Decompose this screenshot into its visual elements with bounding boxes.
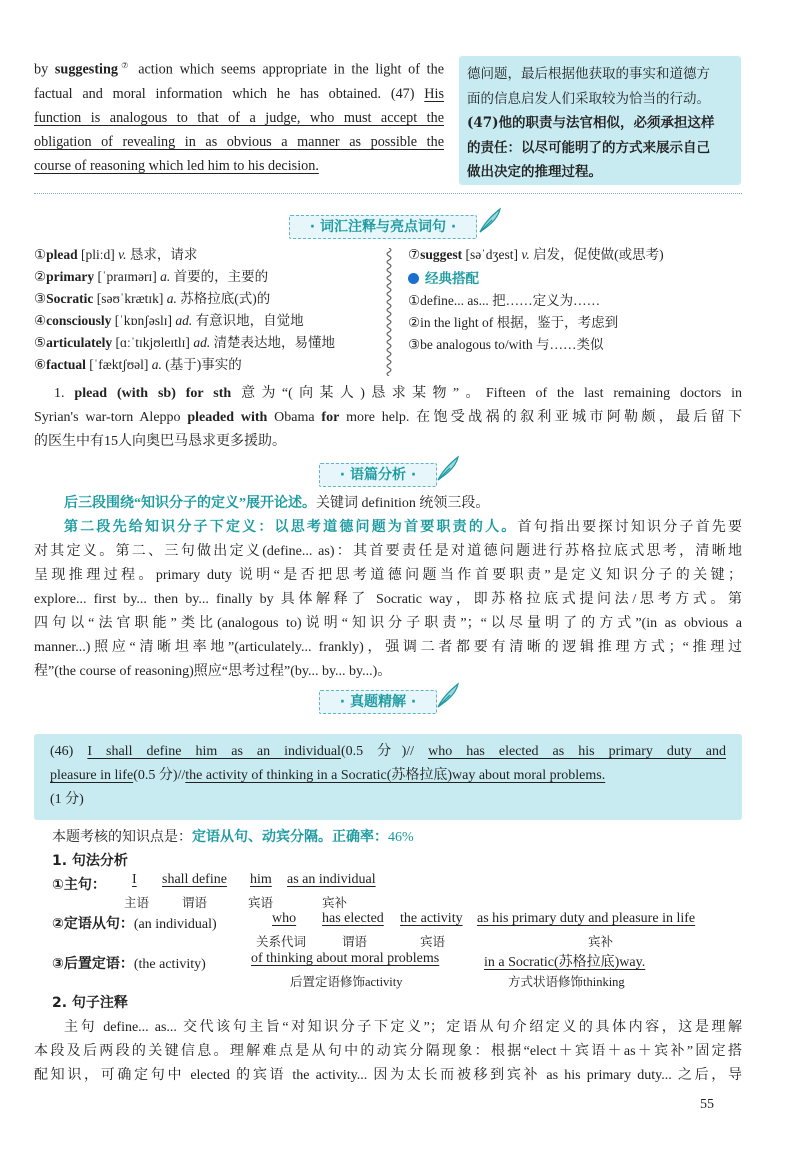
post-attr-label: ③后置定语：(the activity) (52, 956, 206, 972)
suggesting-word: suggesting (54, 61, 118, 78)
vocab-list-right (408, 244, 742, 356)
attr-predicate-role: 谓语 (342, 935, 368, 949)
translation-line-1: 德问题，最后根据他获取的事实和道德方 (467, 66, 710, 82)
translation-line-2: 面的信息启发人们采取较为恰当的行动。 (467, 90, 710, 107)
collocation-item: ③be analogous to/with 与……类似 (408, 337, 604, 352)
discourse-analysis: 后三段围绕“知识分子的定义”展开论述。关键词 definition 统领三段。 第二段先给知识分子下定义：以思考道德问题为首要职责的人。首句指出要探讨知识分子首先要 对其定义。第二、三句做出定义(define... as)：其首要责任是对道德问题进行苏格拉底式思考，清晰地 呈现推理过程。primary duty 说明“是否把思考道德问题当作首要职责”是定义知识分子的关键； explore... first by... then by... finally by 具体解释了 Socratic way，即苏格拉底式提问法/思考方式。第 四句以“法官职能”类比(analogous to)说明“知识分子职责”；“以尽量明了的方式”(in as obvious a manner...)照应“清晰坦率地”(articulately... frankly)，强调二者都要有清晰的逻辑推理方式；“推理过 程”(the course of reasoning)照应“思考过程”(by... by... by...)。 (34, 496, 743, 679)
page-number: 55 (700, 1097, 714, 1112)
passage-line-4: obligation of revealing in as obvious a manner as possible the (34, 133, 444, 150)
collocation-item: ①define... as... 把……定义为…… (408, 293, 601, 308)
main-complement-role: 宾补 (322, 896, 348, 910)
vocab-item: ④consciously [ˈkɒnʃəslɪ] ad. 有意识地，自觉地 (34, 313, 304, 328)
passage-excerpt (34, 54, 444, 178)
passage-line-3: function is analogous to that of a judge, who must accept the (34, 109, 444, 126)
main-subject-role: 主语 (124, 896, 150, 910)
vocab-item: ⑤articulately [ɑːˈtɪkjʊleɪtlɪ] ad. 清楚表达地，易懂地 (34, 335, 336, 350)
sentence-notes: 主句 define... as... 交代该句主旨“对知识分子下定义”；定语从句介绍定义的具体内容，这是理解 本段及后两段的关键信息。理解难点是从句中的动宾分隔现象：根据“elect＋宾语＋as＋宾补”固定搭 配知识，可确定句中 elected 的宾语 the activity... 因为太长而被移到宾补 as his primary duty... 之后，导 (34, 1020, 742, 1083)
adverbial-role: 方式状语修饰thinking (508, 975, 625, 989)
collocation-title-row: 经典搭配 (408, 268, 742, 290)
main-subject: I (132, 872, 137, 887)
attr-clause-label: ②定语从句：(an individual) (52, 916, 217, 932)
divider (34, 193, 742, 194)
plead-note: 1. plead (with sb) for sth 意为“(向某人)恳求某物”。Fifteen of the last remaining doctors in Syrian's war-torn Aleppo pleaded with Obama for more help. 在饱受战祸的叙利亚城市阿勒颇，最后留下 的医生中有15人向奥巴马恳求更多援助。 (34, 386, 743, 449)
quill-icon (434, 454, 462, 482)
vocab-section-header: · 词汇注释与亮点词句 · (289, 215, 477, 239)
main-object: him (250, 872, 272, 887)
attr-object-role: 宾语 (420, 935, 446, 949)
post-attr-role: 后置定语修饰activity (290, 975, 403, 989)
attr-predicate: has elected (322, 911, 384, 926)
main-predicate-role: 谓语 (182, 896, 208, 910)
vocab-list-left (34, 244, 384, 376)
question-sentence-box: (46) I shall define him as an individual(0.5 分)// who has elected as his primary duty and pleasure in life(0.5 分)//the activity of thinking in a Socratic(苏格拉底)way about moral problems. (1 分) (34, 734, 742, 820)
main-clause-label: ①主句： (52, 877, 106, 893)
quill-icon (434, 681, 462, 709)
attr-clause-breakdown (0, 911, 800, 951)
vocab-item: ③Socratic [səʊˈkrætɪk] a. 苏格拉底(式)的 (34, 291, 271, 306)
adverbial-phrase: in a Socratic(苏格拉底)way. (484, 955, 646, 970)
translation-line-5: 做出决定的推理过程。 (467, 164, 602, 180)
column-divider (384, 248, 394, 376)
section-syntax-title: 1. 句法分析 (52, 853, 128, 869)
attr-relative: who (272, 911, 297, 926)
vocab-item: ⑥factual [ˈfæktʃʊəl] a. (基于)事实的 (34, 357, 242, 372)
knowledge-points: 本题考核的知识点是：定语从句、动宾分隔。正确率：46% (52, 830, 414, 845)
post-attr-breakdown (0, 951, 800, 991)
attr-relative-role: 关系代词 (256, 935, 307, 949)
vocab-item: ②primary [ˈpraɪmərɪ] a. 首要的，主要的 (34, 269, 269, 284)
section-notes-title: 2. 句子注释 (52, 995, 128, 1011)
attr-object: the activity (400, 911, 463, 926)
main-object-role: 宾语 (248, 896, 274, 910)
passage-line-2: factual and moral information which he has obtained. (47) His (34, 85, 444, 102)
translation-line-4: 的责任：以尽可能明了的方式来展示自己 (467, 139, 710, 156)
main-clause-breakdown (0, 872, 800, 912)
post-attr-phrase: of thinking about moral problems (251, 951, 440, 966)
collocation-item: ②in the light of 根据，鉴于，考虑到 (408, 315, 619, 330)
vocab-item-suggest: ⑦suggest [səˈdʒest] v. 启发，促使做(或思考) (408, 247, 664, 262)
passage-line-5: course of reasoning which led him to his decision. (34, 157, 319, 174)
main-predicate: shall define (162, 872, 227, 887)
vocab-item: ①plead [pliːd] v. 恳求，请求 (34, 247, 198, 262)
main-complement: as an individual (287, 872, 376, 887)
bullet-dot-icon (408, 273, 419, 284)
translation-line-3: (47)他的职责与法官相似，必须承担这样 (467, 115, 715, 131)
attr-complement-role: 宾补 (588, 935, 614, 949)
passage-line-1: by suggesting⑦ action which seems appropriate in the light of the (34, 61, 445, 78)
quill-icon (476, 206, 504, 234)
discourse-section-header: · 语篇分析 · (319, 463, 437, 487)
translation-box (459, 56, 741, 185)
attr-complement: as his primary duty and pleasure in life (477, 911, 696, 926)
true-question-section-header: · 真题精解 · (319, 690, 437, 714)
